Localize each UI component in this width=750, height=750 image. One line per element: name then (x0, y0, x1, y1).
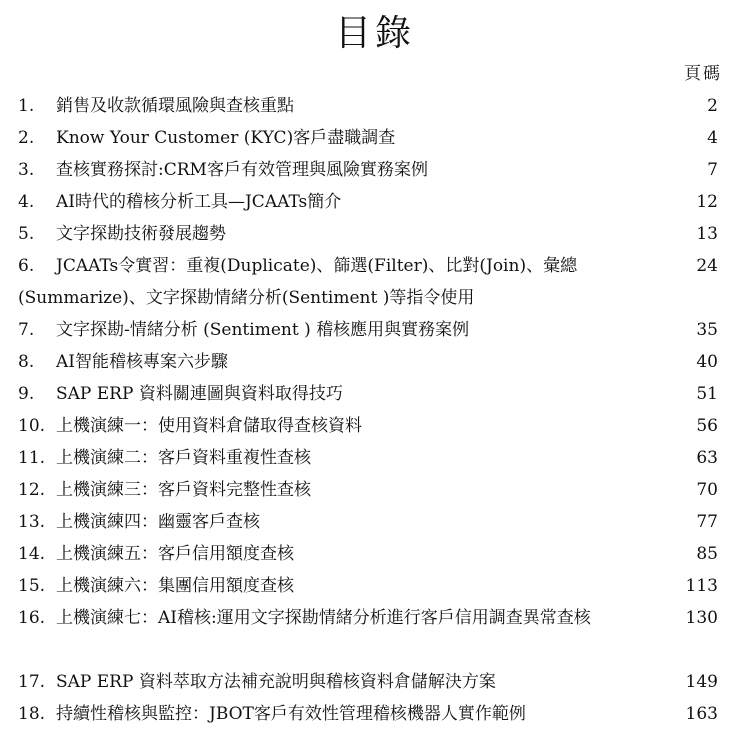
toc-item-number: 3. (18, 160, 35, 180)
toc-item-number: 1. (18, 96, 35, 116)
toc-item-number: 10. (18, 416, 46, 436)
toc-item-page: 4 (707, 128, 718, 148)
toc-item-title: 上機演練四：幽靈客戶查核 (56, 512, 260, 532)
toc-item-8 (18, 346, 732, 378)
toc-item-page: 149 (685, 672, 718, 692)
toc-item-page: 113 (685, 576, 718, 596)
toc-item-page: 56 (696, 416, 718, 436)
toc-item-3 (18, 154, 732, 186)
toc-item-title: 查核實務探討:CRM客戶有效管理與風險實務案例 (56, 160, 428, 180)
toc-item-number: 15. (18, 576, 46, 596)
toc-item-title: 文字探勘技術發展趨勢 (56, 224, 226, 244)
toc-item-title: 文字探勘-情緒分析 (Sentiment ) 稽核應用與實務案例 (56, 320, 470, 340)
toc-item-page: 35 (696, 320, 718, 340)
toc-item-page: 85 (696, 544, 718, 564)
toc-item-title: 上機演練三：客戶資料完整性查核 (56, 480, 311, 500)
toc-item-title: 上機演練二：客戶資料重複性查核 (56, 448, 311, 468)
toc-item-number: 7. (18, 320, 35, 340)
toc-item-14 (18, 538, 732, 570)
page-title: 目錄 (334, 13, 415, 54)
toc-item-page: 24 (696, 256, 718, 276)
toc-item-number: 12. (18, 480, 46, 500)
toc-item-page: 163 (685, 704, 718, 724)
toc-item-number: 18. (18, 704, 46, 724)
toc-item-9 (18, 378, 732, 410)
toc-item-1 (18, 90, 732, 122)
toc-item-12 (18, 474, 732, 506)
toc-item-page: 40 (696, 352, 718, 372)
toc-item-7 (18, 314, 732, 346)
toc-item-number: 5. (18, 224, 35, 244)
toc-item-title: 上機演練六：集團信用額度查核 (56, 576, 294, 596)
toc-item-4 (18, 186, 732, 218)
toc-item-page: 130 (685, 608, 718, 628)
toc-item-title: 上機演練一：使用資料倉儲取得查核資料 (56, 416, 362, 436)
toc-item-page: 2 (707, 96, 718, 116)
toc-item-title: AI智能稽核專案六步驟 (56, 352, 228, 372)
toc-item-13 (18, 506, 732, 538)
toc-item-11 (18, 442, 732, 474)
toc-item-number: 14. (18, 544, 46, 564)
toc-item-title: Know Your Customer (KYC)客戶盡職調查 (56, 128, 396, 148)
toc-item-title: 銷售及收款循環風險與查核重點 (56, 96, 294, 116)
toc-item-17 (18, 666, 732, 698)
toc-item-page: 77 (696, 512, 718, 532)
toc-item-page: 12 (696, 192, 718, 212)
toc-item-page: 70 (696, 480, 718, 500)
toc-item-number: 9. (18, 384, 35, 404)
toc-item-number: 17. (18, 672, 46, 692)
toc-item-page: 13 (696, 224, 718, 244)
toc-item-title: SAP ERP 資料關連圖與資料取得技巧 (56, 384, 343, 404)
page-number-header: 頁碼 (684, 64, 722, 84)
toc-item-5 (18, 218, 732, 250)
toc-item-number: 11. (18, 448, 46, 468)
toc-item-title: 持續性稽核與監控：JBOT客戶有效性管理稽核機器人實作範例 (56, 704, 526, 724)
toc-item-6 (18, 250, 732, 314)
toc-item-16 (18, 602, 732, 666)
toc-item-18 (18, 698, 732, 730)
toc-item-title: AI時代的稽核分析工具—JCAATs簡介 (56, 192, 342, 212)
toc-item-title: 上機演練五：客戶信用額度查核 (56, 544, 294, 564)
toc-item-number: 8. (18, 352, 35, 372)
toc-item-number: 2. (18, 128, 35, 148)
toc-item-number: 13. (18, 512, 46, 532)
toc-item-10 (18, 410, 732, 442)
toc-item-page: 51 (696, 384, 718, 404)
toc-item-number: 6. (18, 256, 35, 276)
toc-item-15 (18, 570, 732, 602)
toc-item-2 (18, 122, 732, 154)
toc-list (18, 90, 732, 730)
toc-item-title: 上機演練七：AI稽核:運用文字探勘情緒分析進行客戶信用調查異常查核 (56, 608, 591, 628)
toc-item-page: 63 (696, 448, 718, 468)
toc-item-number: 16. (18, 608, 46, 628)
toc-item-title: SAP ERP 資料萃取方法補充說明與稽核資料倉儲解決方案 (56, 672, 496, 692)
toc-item-number: 4. (18, 192, 35, 212)
toc-item-title: JCAATs令實習：重複(Duplicate)、篩選(Filter)、比對(Join)、彙總(Summarize)、文字探勘情緒分析(Sentiment )等指令使用 (18, 256, 578, 308)
toc-item-page: 7 (707, 160, 718, 180)
